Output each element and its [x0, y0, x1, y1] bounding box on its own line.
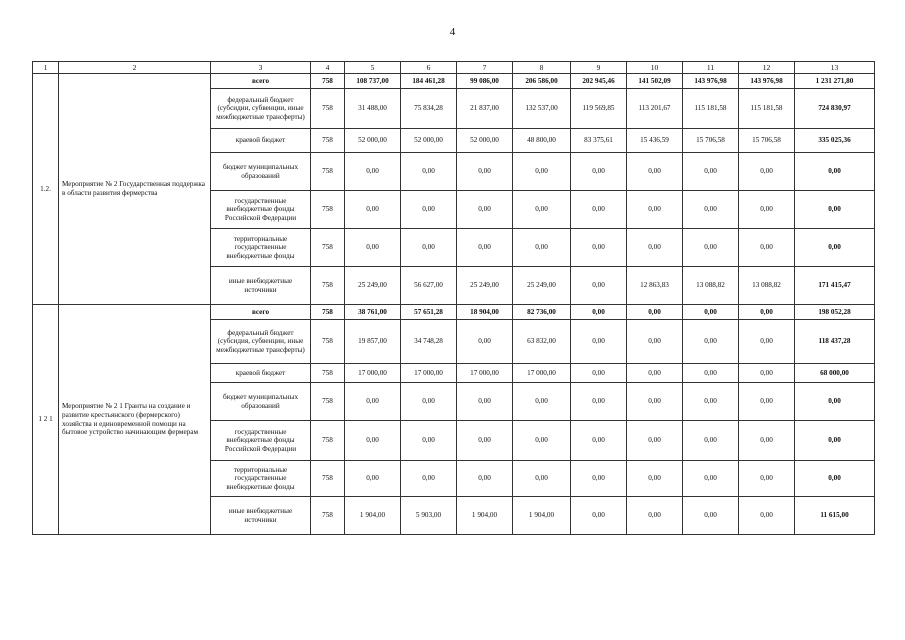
funding-source-cell: иные внебюджетные источники: [211, 497, 311, 535]
value-cell: 75 834,28: [401, 89, 457, 129]
value-cell: 0,00: [627, 461, 683, 497]
value-cell: 56 627,00: [401, 267, 457, 305]
measure-name: Мероприятие № 2 Государственная поддержка в области развития фермерства: [59, 74, 211, 305]
value-cell: 0,00: [571, 305, 627, 320]
value-cell: 758: [311, 89, 345, 129]
value-cell: 0,00: [683, 229, 739, 267]
value-cell: 0,00: [739, 364, 795, 383]
value-cell: 0,00: [627, 421, 683, 461]
value-cell: 11 615,00: [795, 497, 875, 535]
funding-source-cell: территориальные государственные внебюджетные фонды: [211, 461, 311, 497]
value-cell: 25 249,00: [513, 267, 571, 305]
value-cell: 99 086,00: [457, 74, 513, 89]
value-cell: 0,00: [571, 153, 627, 191]
column-header: 12: [739, 62, 795, 74]
value-cell: 0,00: [739, 497, 795, 535]
value-cell: 82 736,00: [513, 305, 571, 320]
value-cell: 0,00: [739, 305, 795, 320]
value-cell: 0,00: [457, 383, 513, 421]
value-cell: 118 437,28: [795, 320, 875, 364]
column-header: 1: [33, 62, 59, 74]
value-cell: 21 837,00: [457, 89, 513, 129]
value-cell: 0,00: [571, 421, 627, 461]
value-cell: 0,00: [513, 383, 571, 421]
table-row: [33, 74, 875, 89]
value-cell: 758: [311, 364, 345, 383]
value-cell: 13 088,82: [683, 267, 739, 305]
value-cell: 48 800,00: [513, 129, 571, 153]
value-cell: 0,00: [795, 191, 875, 229]
value-cell: 1 231 271,80: [795, 74, 875, 89]
measure-name: Мероприятие № 2 1 Гранты на создание и развитие крестьянского (фермерского) хозяйства и единовременной помощи на бытовое устройство начинающим фермерам: [59, 305, 211, 535]
value-cell: 758: [311, 153, 345, 191]
funding-source-cell: федеральный бюджет (субсидии, субвенции, иные межбюджетные трансферты): [211, 89, 311, 129]
value-cell: 184 461,28: [401, 74, 457, 89]
value-cell: 0,00: [345, 153, 401, 191]
column-header: 6: [401, 62, 457, 74]
value-cell: 202 945,46: [571, 74, 627, 89]
value-cell: 1 904,00: [457, 497, 513, 535]
value-cell: 758: [311, 267, 345, 305]
value-cell: 0,00: [627, 497, 683, 535]
value-cell: 0,00: [627, 229, 683, 267]
column-header: 13: [795, 62, 875, 74]
value-cell: 0,00: [571, 364, 627, 383]
funding-source-cell: всего: [211, 74, 311, 89]
column-header: 2: [59, 62, 211, 74]
value-cell: 0,00: [457, 191, 513, 229]
value-cell: 758: [311, 320, 345, 364]
funding-source-cell: федеральный бюджет (субсидия, субвенции, иные межбюджетные трансферты): [211, 320, 311, 364]
value-cell: 31 488,00: [345, 89, 401, 129]
value-cell: 0,00: [457, 153, 513, 191]
table-row: [33, 305, 875, 320]
value-cell: 0,00: [683, 497, 739, 535]
value-cell: 0,00: [513, 153, 571, 191]
value-cell: 115 181,58: [739, 89, 795, 129]
value-cell: 1 904,00: [345, 497, 401, 535]
value-cell: 119 569,85: [571, 89, 627, 129]
value-cell: 18 904,00: [457, 305, 513, 320]
value-cell: 0,00: [401, 229, 457, 267]
page-number: 4: [449, 26, 456, 38]
value-cell: 758: [311, 383, 345, 421]
value-cell: 0,00: [345, 461, 401, 497]
value-cell: 0,00: [513, 461, 571, 497]
value-cell: 758: [311, 497, 345, 535]
value-cell: 0,00: [401, 421, 457, 461]
value-cell: 132 537,00: [513, 89, 571, 129]
value-cell: 0,00: [627, 364, 683, 383]
funding-source-cell: краевой бюджет: [211, 129, 311, 153]
value-cell: 15 436,59: [627, 129, 683, 153]
funding-source-cell: территориальные государственные внебюджетные фонды: [211, 229, 311, 267]
value-cell: 0,00: [457, 461, 513, 497]
value-cell: 17 000,00: [457, 364, 513, 383]
column-header: 9: [571, 62, 627, 74]
value-cell: 0,00: [345, 229, 401, 267]
value-cell: 15 706,58: [683, 129, 739, 153]
value-cell: 758: [311, 129, 345, 153]
value-cell: 0,00: [683, 421, 739, 461]
value-cell: 0,00: [401, 461, 457, 497]
value-cell: 0,00: [739, 153, 795, 191]
value-cell: 0,00: [683, 383, 739, 421]
value-cell: 0,00: [739, 383, 795, 421]
value-cell: 0,00: [457, 320, 513, 364]
value-cell: 57 651,28: [401, 305, 457, 320]
value-cell: 758: [311, 305, 345, 320]
value-cell: 0,00: [513, 229, 571, 267]
measure-code: 1 2 1: [33, 305, 59, 535]
value-cell: 0,00: [795, 421, 875, 461]
value-cell: 0,00: [345, 421, 401, 461]
value-cell: 0,00: [571, 229, 627, 267]
value-cell: 0,00: [513, 421, 571, 461]
value-cell: 25 249,00: [345, 267, 401, 305]
column-header: 3: [211, 62, 311, 74]
value-cell: 141 502,09: [627, 74, 683, 89]
value-cell: 0,00: [401, 383, 457, 421]
value-cell: 13 088,82: [739, 267, 795, 305]
table-body: [33, 62, 875, 535]
value-cell: 0,00: [795, 153, 875, 191]
funding-source-cell: бюджет муниципальных образований: [211, 153, 311, 191]
value-cell: 0,00: [739, 461, 795, 497]
column-header: 10: [627, 62, 683, 74]
value-cell: 0,00: [571, 191, 627, 229]
value-cell: 0,00: [571, 320, 627, 364]
value-cell: 0,00: [683, 153, 739, 191]
value-cell: 0,00: [571, 497, 627, 535]
value-cell: 38 761,00: [345, 305, 401, 320]
column-header: 7: [457, 62, 513, 74]
value-cell: 0,00: [401, 191, 457, 229]
funding-source-cell: бюджет муниципальных образований: [211, 383, 311, 421]
value-cell: 0,00: [683, 305, 739, 320]
value-cell: 0,00: [513, 191, 571, 229]
value-cell: 1 904,00: [513, 497, 571, 535]
value-cell: 0,00: [401, 153, 457, 191]
value-cell: 171 415,47: [795, 267, 875, 305]
value-cell: 206 586,00: [513, 74, 571, 89]
value-cell: 758: [311, 74, 345, 89]
value-cell: 724 830,97: [795, 89, 875, 129]
funding-source-cell: иные внебюджетные источники: [211, 267, 311, 305]
column-header: 4: [311, 62, 345, 74]
value-cell: 34 748,28: [401, 320, 457, 364]
value-cell: 0,00: [627, 305, 683, 320]
value-cell: 0,00: [683, 364, 739, 383]
value-cell: 0,00: [627, 153, 683, 191]
value-cell: 0,00: [457, 421, 513, 461]
funding-source-cell: всего: [211, 305, 311, 320]
header-row: [33, 62, 875, 74]
value-cell: 0,00: [683, 320, 739, 364]
value-cell: 0,00: [739, 320, 795, 364]
value-cell: 12 863,83: [627, 267, 683, 305]
value-cell: 108 737,00: [345, 74, 401, 89]
funding-source-cell: государственные внебюджетные фонды Российской Федерации: [211, 421, 311, 461]
value-cell: 0,00: [571, 267, 627, 305]
column-header: 8: [513, 62, 571, 74]
budget-table: [32, 61, 875, 535]
value-cell: 0,00: [795, 383, 875, 421]
value-cell: 17 000,00: [401, 364, 457, 383]
funding-source-cell: государственные внебюджетные фонды Российской Федерации: [211, 191, 311, 229]
value-cell: 0,00: [683, 461, 739, 497]
value-cell: 17 000,00: [513, 364, 571, 383]
value-cell: 0,00: [739, 421, 795, 461]
value-cell: 0,00: [739, 229, 795, 267]
value-cell: 52 000,00: [345, 129, 401, 153]
value-cell: 5 903,00: [401, 497, 457, 535]
value-cell: 0,00: [457, 229, 513, 267]
value-cell: 758: [311, 421, 345, 461]
value-cell: 0,00: [571, 461, 627, 497]
value-cell: 52 000,00: [401, 129, 457, 153]
value-cell: 113 201,67: [627, 89, 683, 129]
value-cell: 63 832,00: [513, 320, 571, 364]
value-cell: 83 375,61: [571, 129, 627, 153]
value-cell: 115 181,58: [683, 89, 739, 129]
column-header: 5: [345, 62, 401, 74]
value-cell: 758: [311, 461, 345, 497]
value-cell: 0,00: [571, 383, 627, 421]
value-cell: 0,00: [739, 191, 795, 229]
value-cell: 0,00: [345, 383, 401, 421]
value-cell: 19 857,00: [345, 320, 401, 364]
value-cell: 198 052,28: [795, 305, 875, 320]
column-header: 11: [683, 62, 739, 74]
measure-code: 1.2.: [33, 74, 59, 305]
value-cell: 758: [311, 191, 345, 229]
value-cell: 0,00: [627, 383, 683, 421]
value-cell: 143 976,98: [739, 74, 795, 89]
value-cell: 143 976,98: [683, 74, 739, 89]
value-cell: 0,00: [345, 191, 401, 229]
value-cell: 0,00: [795, 229, 875, 267]
value-cell: 335 025,36: [795, 129, 875, 153]
value-cell: 0,00: [627, 191, 683, 229]
value-cell: 52 000,00: [457, 129, 513, 153]
funding-source-cell: краевой бюджет: [211, 364, 311, 383]
value-cell: 0,00: [795, 461, 875, 497]
value-cell: 758: [311, 229, 345, 267]
value-cell: 0,00: [627, 320, 683, 364]
value-cell: 68 000,00: [795, 364, 875, 383]
value-cell: 17 000,00: [345, 364, 401, 383]
value-cell: 0,00: [683, 191, 739, 229]
value-cell: 25 249,00: [457, 267, 513, 305]
value-cell: 15 706,58: [739, 129, 795, 153]
